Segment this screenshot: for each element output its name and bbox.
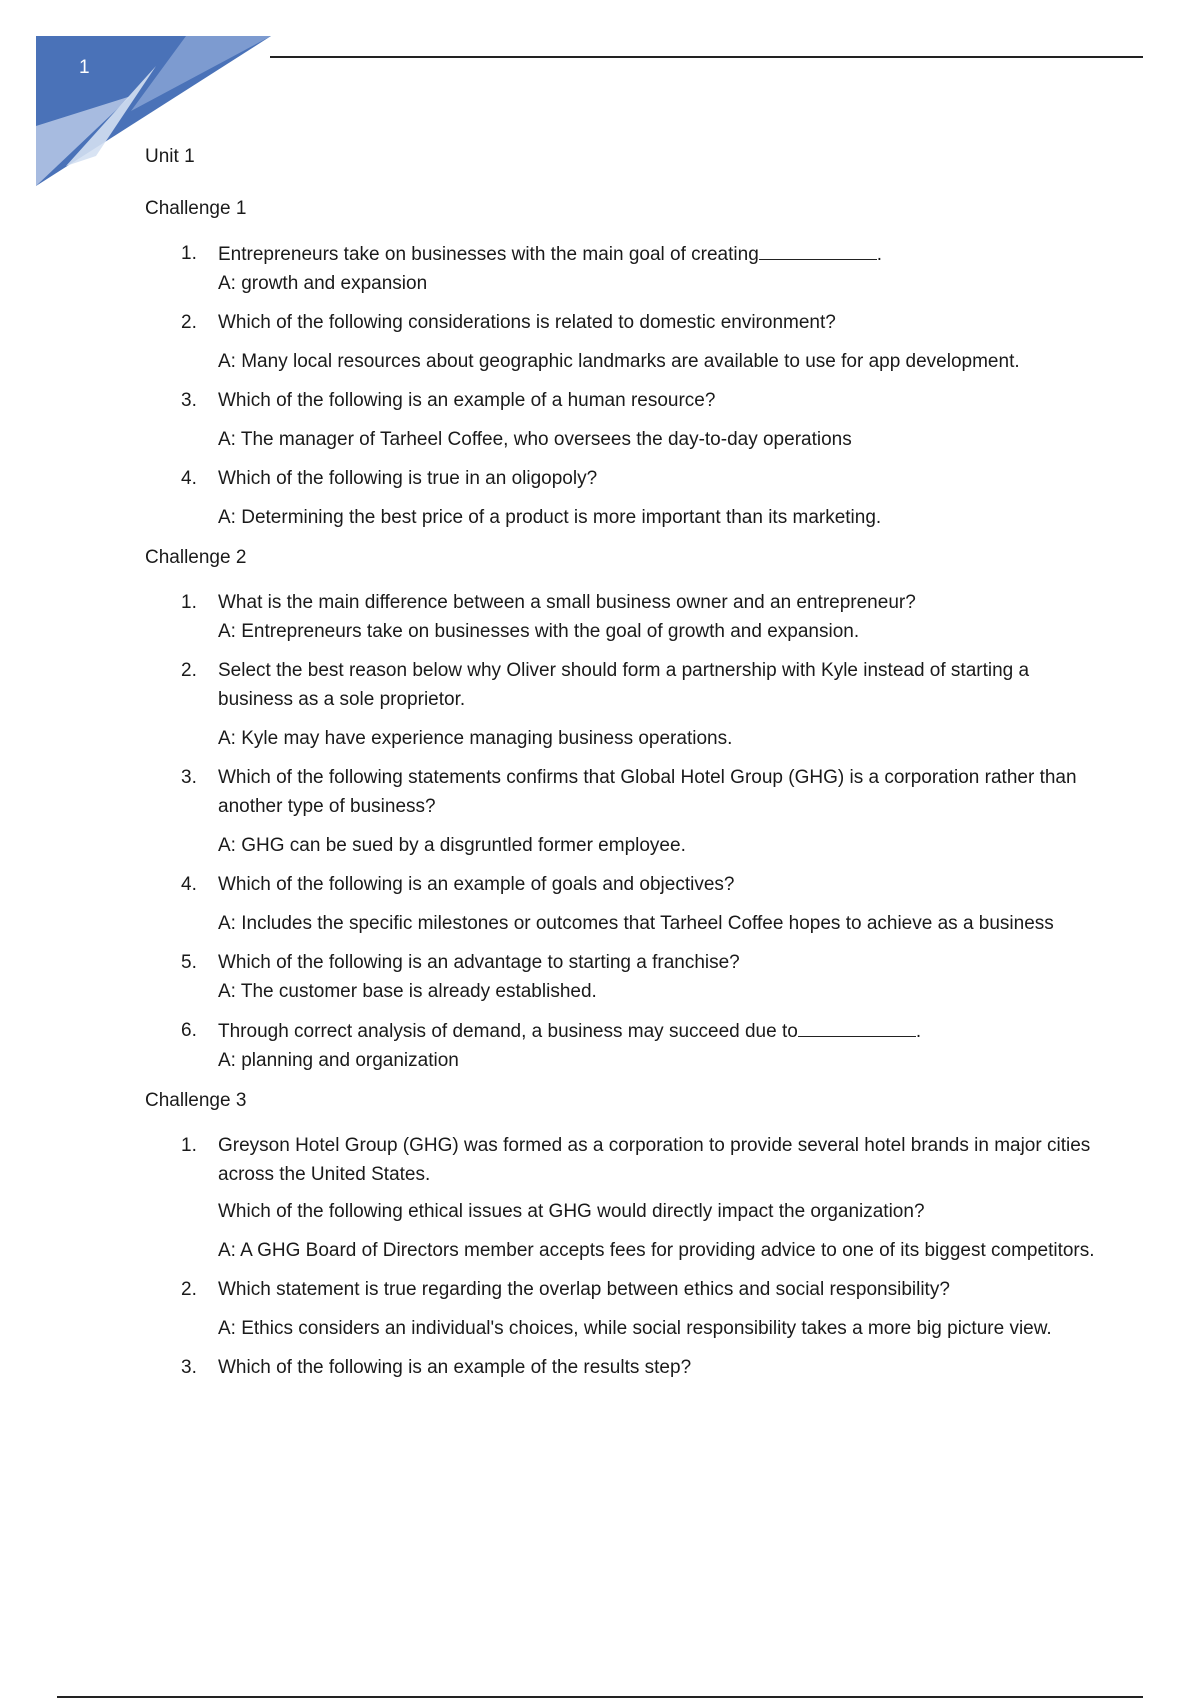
- answer-text: A: GHG can be sued by a disgruntled former employee.: [218, 835, 686, 856]
- document-body: [145, 143, 1105, 1394]
- question-subtext: Which of the following ethical issues at GHG would directly impact the organization?: [218, 1201, 925, 1222]
- question-number: 2.: [181, 660, 197, 681]
- challenge-section: [145, 1087, 1105, 1382]
- answer-text: A: The manager of Tarheel Coffee, who oversees the day-to-day operations: [218, 429, 852, 450]
- question-number: 1.: [181, 1135, 197, 1156]
- question-text: What is the main difference between a small business owner and an entrepreneur?: [218, 592, 916, 613]
- answer-text: A: Entrepreneurs take on businesses with the goal of growth and expansion.: [218, 621, 860, 642]
- answer-text: A: Many local resources about geographic landmarks are available to use for app development.: [218, 351, 1020, 372]
- question-number: 1.: [181, 592, 197, 613]
- fill-in-blank: [759, 239, 877, 260]
- fill-in-blank: [798, 1016, 916, 1037]
- answer-text: A: Includes the specific milestones or outcomes that Tarheel Coffee hopes to achieve as a business: [218, 913, 1054, 934]
- question-list: [145, 239, 1105, 532]
- question-text: [218, 239, 1105, 269]
- question-list: [145, 1131, 1105, 1382]
- question-text: Which of the following considerations is related to domestic environment?: [218, 312, 836, 333]
- challenge-title: Challenge 1: [145, 198, 247, 219]
- question-number: 1.: [181, 243, 197, 264]
- question-number: 5.: [181, 952, 197, 973]
- question-text: Which of the following is an example of a human resource?: [218, 390, 716, 411]
- question-number: 4.: [181, 468, 197, 489]
- question-suffix: .: [876, 244, 883, 265]
- question-number: 2.: [181, 1279, 197, 1300]
- question-item: [145, 1353, 1105, 1382]
- question-list: [145, 588, 1105, 1075]
- answer-text: A: Ethics considers an individual's choices, while social responsibility takes a more big picture view.: [218, 1318, 1052, 1339]
- question-item: [145, 1275, 1105, 1343]
- question-number: 4.: [181, 874, 197, 895]
- page-number: 1: [79, 57, 90, 78]
- question-item: [145, 656, 1105, 753]
- question-number: 6.: [181, 1020, 197, 1041]
- question-item: [145, 1131, 1105, 1265]
- question-item: [145, 763, 1105, 860]
- question-text: Which of the following is an advantage to starting a franchise?: [218, 952, 740, 973]
- question-text: Which of the following statements confirms that Global Hotel Group (GHG) is a corporation rather than another type of business?: [218, 767, 1077, 817]
- challenge-section: [145, 544, 1105, 1075]
- footer-rule: [57, 1696, 1143, 1698]
- question-number: 2.: [181, 312, 197, 333]
- answer-text: A: A GHG Board of Directors member accepts fees for providing advice to one of its biggest competitors.: [218, 1240, 1095, 1261]
- challenge-title: Challenge 3: [145, 1090, 247, 1111]
- question-item: [145, 1016, 1105, 1075]
- challenge-section: [145, 195, 1105, 532]
- question-text: Greyson Hotel Group (GHG) was formed as a corporation to provide several hotel brands in major cities across the United States.: [218, 1135, 1091, 1185]
- question-text: [218, 1016, 1105, 1046]
- header-rule: [270, 56, 1143, 58]
- question-text: Which of the following is an example of the results step?: [218, 1357, 692, 1378]
- question-text: Which of the following is true in an oligopoly?: [218, 468, 598, 489]
- question-text-body: Through correct analysis of demand, a business may succeed due to: [218, 1021, 798, 1042]
- question-suffix: .: [915, 1021, 922, 1042]
- question-item: [145, 870, 1105, 938]
- question-text-body: Entrepreneurs take on businesses with the main goal of creating: [218, 244, 759, 265]
- answer-text: A: Determining the best price of a product is more important than its marketing.: [218, 507, 882, 528]
- question-number: 3.: [181, 767, 197, 788]
- answer-text: A: planning and organization: [218, 1050, 459, 1071]
- unit-title: Unit 1: [145, 146, 195, 167]
- question-number: 3.: [181, 390, 197, 411]
- question-number: 3.: [181, 1357, 197, 1378]
- question-item: [145, 948, 1105, 1006]
- question-item: [145, 386, 1105, 454]
- answer-text: A: growth and expansion: [218, 273, 428, 294]
- question-item: [145, 464, 1105, 532]
- question-text: Which of the following is an example of goals and objectives?: [218, 874, 735, 895]
- question-item: [145, 588, 1105, 646]
- question-item: [145, 239, 1105, 298]
- question-text: Which statement is true regarding the overlap between ethics and social responsibility?: [218, 1279, 950, 1300]
- challenge-title: Challenge 2: [145, 547, 247, 568]
- answer-text: A: Kyle may have experience managing business operations.: [218, 728, 733, 749]
- question-text: Select the best reason below why Oliver should form a partnership with Kyle instead of starting a business as a sole proprietor.: [218, 660, 1030, 710]
- answer-text: A: The customer base is already established.: [218, 981, 597, 1002]
- question-item: [145, 308, 1105, 376]
